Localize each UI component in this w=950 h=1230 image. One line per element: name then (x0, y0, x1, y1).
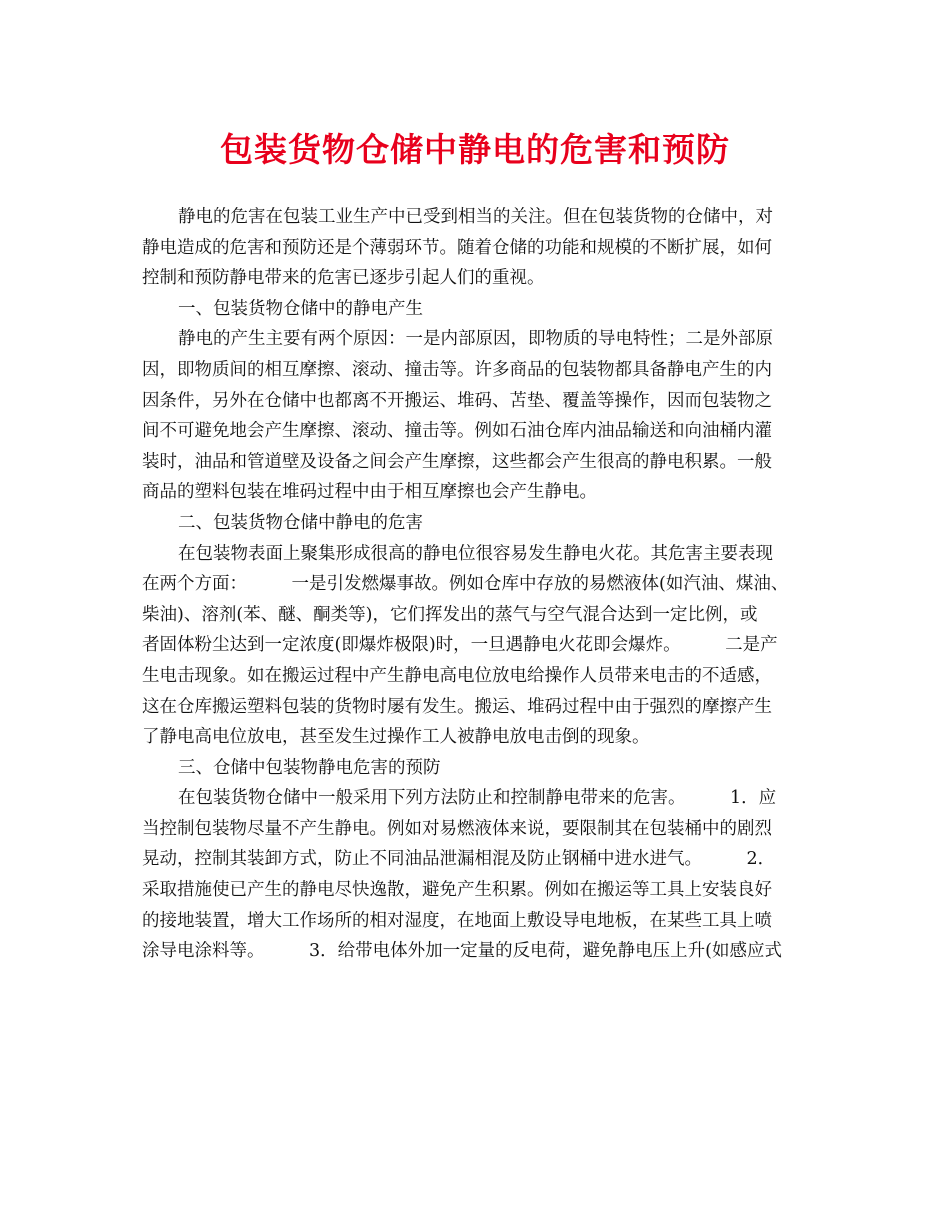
paragraph-line: 在包装货物仓储中一般采用下列方法防止和控制静电带来的危害。 1．应 (178, 788, 777, 809)
paragraph-line: 柴油)、溶剂(苯、醚、酮类等)，它们挥发出的蒸气与空气混合达到一定比例，或 (142, 604, 758, 625)
paragraph-line: 在两个方面： 一是引发燃爆事故。例如仓库中存放的易燃液体(如汽油、煤油、 (142, 574, 789, 595)
paragraph-line: 涂导电涂料等。 3．给带电体外加一定量的反电荷，避免静电压上升(如感应式 (142, 941, 782, 962)
paragraph-line: 静电的产生主要有两个原因：一是内部原因，即物质的导电特性；二是外部原 (178, 329, 773, 350)
paragraph-line: 因，即物质间的相互摩擦、滚动、撞击等。许多商品的包装物都具备静电产生的内 (142, 359, 772, 380)
paragraph-line: 控制和预防静电带来的危害已逐步引起人们的重视。 (142, 268, 545, 289)
paragraph-line: 生电击现象。如在搬运过程中产生静电高电位放电给操作人员带来电击的不适感， (142, 665, 772, 686)
paragraph-line: 在包装物表面上聚集形成很高的静电位很容易发生静电火花。其危害主要表现 (178, 543, 773, 564)
paragraph-line: 装时，油品和管道壁及设备之间会产生摩擦，这些都会产生很高的静电积累。一般 (142, 451, 772, 472)
paragraph-line: 当控制包装物尽量不产生静电。例如对易燃液体来说，要限制其在包装桶中的剧烈 (142, 818, 772, 839)
paragraph-line: 二、包装货物仓储中静电的危害 (178, 512, 423, 533)
paragraph-line: 这在仓库搬运塑料包装的货物时屡有发生。搬运、堆码过程中由于强烈的摩擦产生 (142, 696, 772, 717)
paragraph-line: 三、仓储中包装物静电危害的预防 (178, 757, 441, 778)
paragraph-line: 间不可避免地会产生摩擦、滚动、撞击等。例如石油仓库内油品输送和向油桶内灌 (142, 421, 772, 442)
document-body (142, 202, 814, 967)
paragraph-line: 晃动，控制其装卸方式，防止不同油品泄漏相混及防止钢桶中进水进气。 2． (142, 849, 776, 870)
paragraph-line: 因条件，另外在仓储中也都离不开搬运、堆码、苫垫、覆盖等操作，因而包装物之 (142, 390, 772, 411)
paragraph-line: 静电造成的危害和预防还是个薄弱环节。随着仓储的功能和规模的不断扩展，如何 (142, 237, 772, 258)
paragraph-line: 了静电高电位放电，甚至发生过操作工人被静电放电击倒的现象。 (142, 727, 650, 748)
document-title: 包装货物仓储中静电的危害和预防 (220, 130, 730, 169)
paragraph-line: 静电的危害在包装工业生产中已受到相当的关注。但在包装货物的仓储中，对 (178, 207, 773, 227)
paragraph-line: 的接地装置，增大工作场所的相对湿度，在地面上敷设导电地板，在某些工具上喷 (142, 910, 772, 931)
paragraph-line: 一、包装货物仓储中的静电产生 (178, 298, 423, 319)
paragraph-line: 商品的塑料包装在堆码过程中由于相互摩擦也会产生静电。 (142, 482, 597, 503)
paragraph-line: 者固体粉尘达到一定浓度(即爆炸极限)时，一旦遇静电火花即会爆炸。 二是产 (142, 635, 778, 656)
paragraph-line: 采取措施使已产生的静电尽快逸散，避免产生积累。例如在搬运等工具上安装良好 (142, 880, 772, 901)
